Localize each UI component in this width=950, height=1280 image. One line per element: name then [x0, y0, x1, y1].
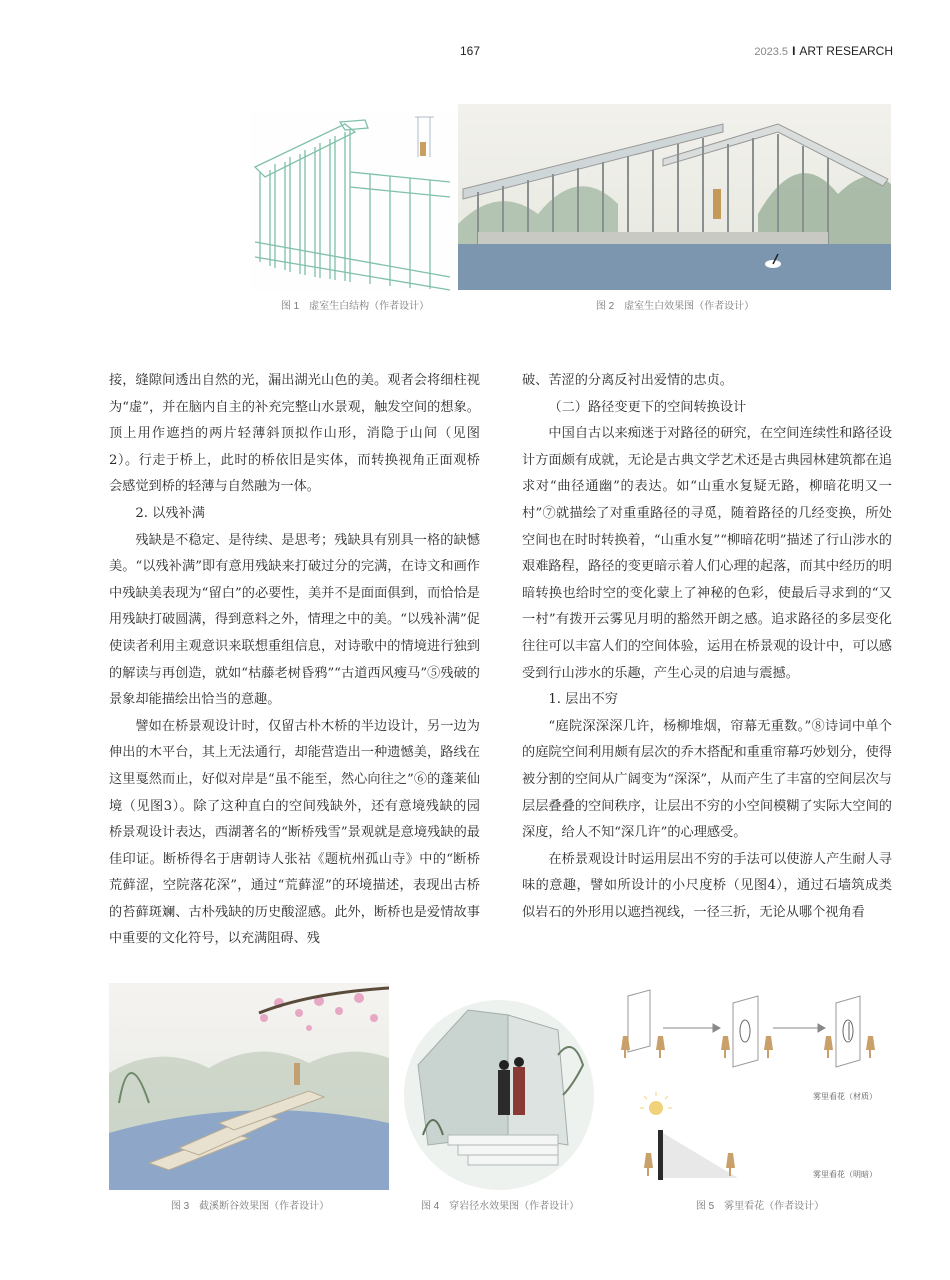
left-column — [109, 368, 480, 953]
structure-drawing — [250, 112, 455, 292]
figure-2-caption: 图 2 虚室生白效果图（作者设计） — [595, 301, 755, 312]
paragraph: 接，缝隙间透出自然的光，漏出湖光山色的美。观者会将细柱视为“虚”，并在脑内自主的补充完整山水景观，触发空间的想象。顶上用作遮挡的两片轻薄斜顶拟作山形，消隐于山间（见图2）。行走于桥上，此时的桥依旧是实体，而转换视角正面观桥会感觉到桥的轻薄与自然融为一体。 — [109, 373, 480, 495]
figure-4-caption: 图 4 穿岩径水效果图（作者设计） — [420, 1201, 580, 1212]
figure-1-structure — [250, 112, 455, 292]
right-column — [522, 368, 892, 926]
journal-name: ART RESEARCH — [799, 44, 893, 58]
rock-path-rendering — [398, 995, 601, 1190]
bridge-rendering — [458, 104, 891, 290]
figure-5-label-top: 雾里看花（材质） — [813, 1092, 877, 1101]
section-heading: 2. 以残补满 — [135, 505, 205, 521]
figure-5-diagram — [618, 988, 896, 1190]
figure-2-rendering — [458, 104, 891, 290]
figure-4-rendering — [398, 995, 601, 1190]
broken-bridge-rendering — [109, 983, 389, 1190]
figure-3-rendering — [109, 983, 389, 1190]
journal-header: 2023.5 I ART RESEARCH — [754, 44, 893, 58]
figure-1-caption: 图 1 虚室生白结构（作者设计） — [280, 301, 430, 312]
subsection-heading: 1. 层出不穷 — [548, 692, 618, 708]
paragraph: “庭院深深深几许，杨柳堆烟，帘幕无重数。”⑧诗词中单个的庭院空间利用颇有层次的乔木搭配和重重帘幕巧妙划分，使得被分割的空间从广阔变为“深深”，从而产生了丰富的空间层次与层层叠叠的空间秩序，让层出不穷的小空间模糊了实际大空间的深度，给人不知“深几许”的心理感受。 — [522, 718, 892, 841]
paragraph: 譬如在桥景观设计时，仅留古朴木桥的半边设计，另一边为伸出的木平台，其上无法通行，却能营造出一种遗憾美，路线在这里戛然而止，好似对岸是“虽不能至，然心向往之”⑥的蓬莱仙境（见图3）。除了这种直白的空间残缺外，还有意境残缺的园桥景观设计表达，西湖著名的“断桥残雪”景观就是意境残缺的最佳印证。断桥得名于唐朝诗人张祜《题杭州孤山寺》中的“断桥荒藓涩，空院落花深”，通过“荒藓涩”的环境描述，表现出古桥的苔藓斑斓、古朴残缺的历史酸涩感。此外，断桥也是爱情故事中重要的文化符号，以充满阻碍、残 — [109, 718, 480, 947]
paragraph: 残缺是不稳定、是待续、是思考；残缺具有别具一格的缺憾美。“以残补满”即有意用残缺来打破过分的完满，在诗文和画作中残缺美表现为“留白”的必要性，美并不是面面俱到，而恰恰是用残缺打破圆满，得到意料之外，情理之中的美。“以残补满”促使读者利用主观意识来联想重组信息，对诗歌中的情境进行独到的解读与再创造，就如“枯藤老树昏鸦”“古道西风瘦马”⑤残破的景象却能描绘出恰当的意趣。 — [109, 532, 480, 708]
paragraph: 在桥景观设计时运用层出不穷的手法可以使游人产生耐人寻味的意趣，譬如所设计的小尺度桥（见图4），通过石墙筑成类似岩石的外形用以遮挡视线，一径三折，无论从哪个视角看 — [522, 851, 892, 920]
paragraph: 中国自古以来痴迷于对路径的研究，在空间连续性和路径设计方面颇有成就，无论是古典文学艺术还是古典园林建筑都在追求对“曲径通幽”的表达。如“山重水复疑无路，柳暗花明又一村”⑦就描绘了对重重路径的寻觅，随着路径的几经变换，所处空间也在时时转换着，“山重水复”“柳暗花明”描述了行山涉水的艰难路程，路径的变更暗示着人们心理的起落，而其中经历的明暗转换也给时空的变化蒙上了神秘的色彩，使最后寻求到的“又一村”有拨开云雾见月明的豁然开朗之感。追求路径的多层变化往往可以丰富人们的空间体验，运用在桥景观的设计中，可以感受到行山涉水的乐趣，产生心灵的启迪与震撼。 — [522, 426, 892, 681]
journal-year: 2023.5 — [754, 46, 789, 58]
figure-3-caption: 图 3 截溪断谷效果图（作者设计） — [170, 1201, 330, 1212]
paragraph: 破、苦涩的分离反衬出爱情的忠贞。 — [522, 373, 733, 388]
mist-flower-diagram — [618, 988, 896, 1190]
section-heading: （二）路径变更下的空间转换设计 — [548, 399, 747, 415]
page-number: 167 — [459, 44, 481, 58]
figure-5-caption: 图 5 雾里看花（作者设计） — [695, 1201, 825, 1212]
figure-5-label-bottom: 雾里看花（明暗） — [813, 1170, 877, 1179]
